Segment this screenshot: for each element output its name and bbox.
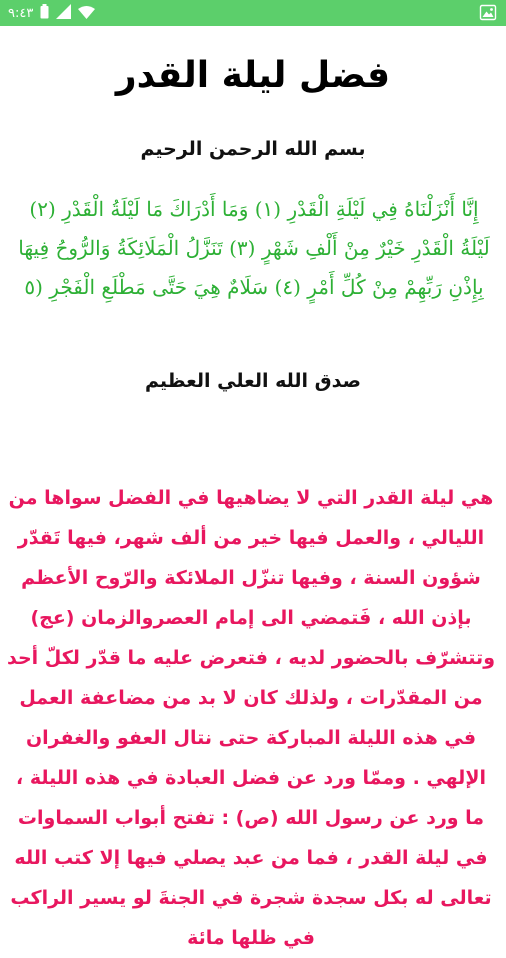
closing-phrase: صدق الله العلي العظيم: [145, 370, 361, 392]
status-time: ٩:٤٣: [8, 5, 34, 21]
basmala-text: بسم الله الرحمن الرحيم: [140, 138, 366, 160]
battery-icon: [40, 4, 49, 23]
signal-icon: [56, 4, 71, 23]
status-indicators: [8, 4, 95, 22]
image-notification-icon: [480, 5, 496, 20]
article-content[interactable]: [0, 26, 506, 949]
quran-verse-text: إِنَّا أَنْزَلْنَاهُ فِي لَيْلَةِ الْقَدْرِ (١) وَمَا أَدْرَاكَ مَا لَيْلَةُ الْقَدْرِ (٢) لَيْلَةُ الْقَدْرِ خَيْرٌ مِنْ أَلْفِ شَهْرٍ (٣) تَنَزَّلُ الْمَلَائِكَةُ وَالرُّوحُ فِيهَا بِإِذْنِ رَبِّهِمْ مِنْ كُلِّ أَمْرٍ (٤) سَلَامٌ هِيَ حَتَّى مَطْلَعِ الْفَجْرِ (٥: [18, 197, 490, 299]
wifi-icon: [78, 4, 95, 23]
article-body-text: هي ليلة القدر التي لا يضاهيها في الفضل سواها من الليالي ، والعمل فيها خير من ألف شهر، فيها تَقدّر شؤون السنة ، وفيها تنزّل الملائكة والرّوح الأعظم بإذن الله ، فَتمضي الى إمام العصروالزمان (عج) وتتشرّف بالحضور لديه ، فتعرض عليه ما قدّر لكلّ أحد من المقدّرات ، ولذلك كان لا بد من مضاعفة العمل في هذه الليلة المباركة حتى نتال العفو والغفران الإلهي . وممّا ورد عن فضل العبادة في هذه الليلة ، ما ورد عن رسول الله (ص) : تفتح أبواب السماوات في ليلة القدر ، فما من عبد يصلي فيها إلا كتب الله تعالى له بكل سجدة شجرة في الجنةَ لو يسير الراكب في ظلها مائة: [7, 487, 495, 949]
status-bar: [0, 0, 506, 26]
page-title: فضل ليلة القدر: [115, 55, 391, 96]
